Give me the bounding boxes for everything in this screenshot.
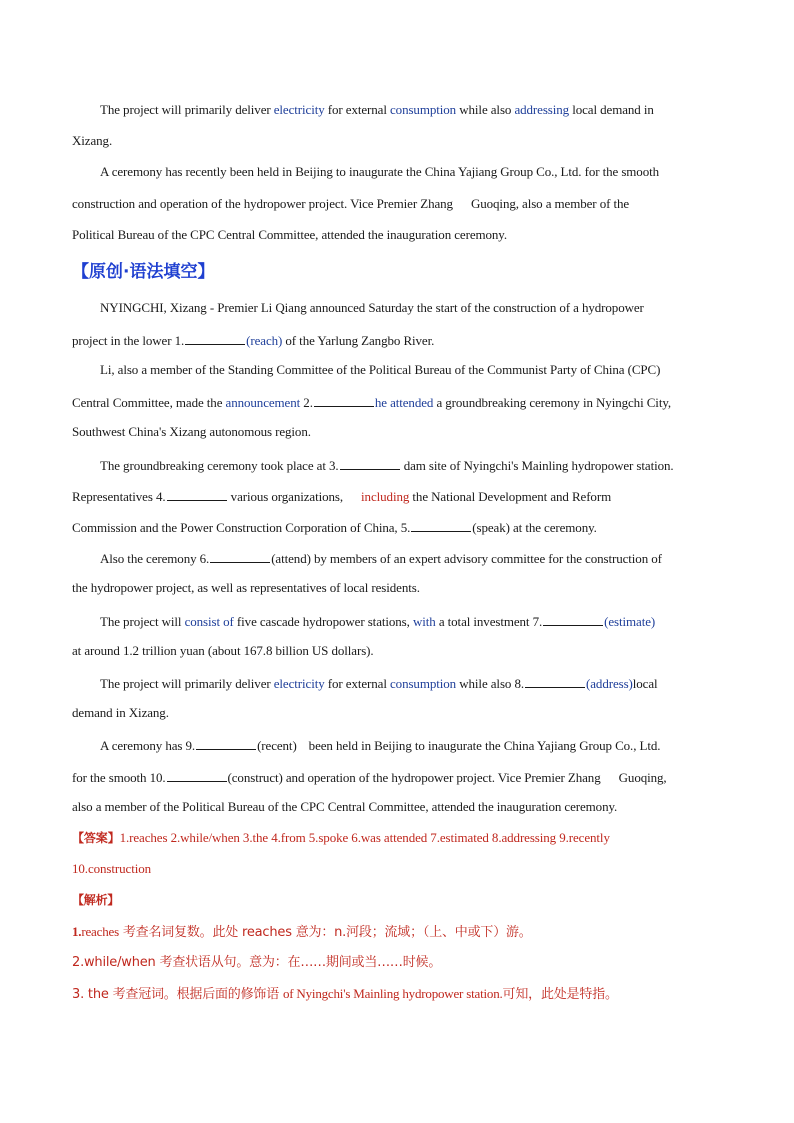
blank-8[interactable] (525, 674, 585, 688)
exercise-p3-line2 (72, 487, 611, 505)
answers-line1 (72, 830, 610, 846)
text: 2. (300, 395, 313, 410)
answers-label: 【答案】 (72, 831, 120, 845)
text: Guoqing, also a member of the (470, 196, 630, 211)
keyword-he-attended: he attended (374, 395, 434, 410)
intro-p1-line1 (100, 102, 654, 118)
exercise-p4-line1 (100, 549, 662, 567)
text: local (632, 676, 658, 691)
exercise-p2-line3: Southwest China's Xizang autonomous region. (72, 424, 311, 439)
blank-7[interactable] (543, 612, 603, 626)
keyword-with: with (412, 614, 436, 629)
blank-5[interactable] (411, 518, 471, 532)
exercise-p6-line1 (100, 674, 658, 692)
blank-1[interactable] (185, 331, 245, 345)
text: Representatives 4. (72, 489, 166, 504)
text: dam site of Nyingchi's Mainling hydropower station. (400, 458, 674, 473)
text: local demand in (569, 102, 654, 117)
text: A ceremony has 9. (100, 738, 196, 753)
exercise-p2-line1: Li, also a member of the Standing Committee of the Political Bureau of the Communist Party of China (CPC) (100, 362, 661, 377)
analysis-item-3 (72, 986, 618, 1003)
blank-4[interactable] (167, 487, 227, 501)
text: 考查名词复数。此处 reaches 意为：n.河段；流域；（上、中或下）游。 (118, 925, 532, 940)
text: project in the lower 1. (72, 333, 185, 348)
text: of the Yarlung Zangbo River. (282, 333, 435, 348)
keyword-addressing: addressing (514, 102, 570, 117)
intro-p2-line2 (72, 196, 629, 212)
keyword-electricity: electricity (273, 676, 325, 691)
text: The groundbreaking ceremony took place at 3. (100, 458, 339, 473)
text: (recent) (257, 738, 297, 753)
text: 1. (72, 924, 82, 939)
exercise-p7-line2 (72, 768, 667, 786)
text: a total investment 7. (435, 614, 543, 629)
text: a groundbreaking ceremony in Nyingchi City, (433, 395, 672, 410)
exercise-p2-line2 (72, 393, 671, 411)
text: of Nyingchi's Mainling hydropower station. (282, 986, 503, 1001)
exercise-p3-line1 (100, 456, 674, 474)
analysis-label: 【解析】 (72, 893, 120, 907)
text: for the smooth 10. (72, 770, 166, 785)
text: The project will primarily deliver (100, 102, 274, 117)
blank-9[interactable] (196, 736, 256, 750)
keyword-consumption: consumption (390, 102, 457, 117)
answers-list: 1.reaches 2.while/when 3.the 4.from 5.spoke 6.was attended 7.estimated 8.addressing 9.recently (119, 830, 610, 845)
text: (construct) and operation of the hydropower project. Vice Premier Zhang (227, 770, 601, 785)
blank-2[interactable] (314, 393, 374, 407)
analysis-item-1 (72, 924, 532, 941)
text: reaches (81, 924, 119, 939)
exercise-p3-line3 (72, 518, 597, 536)
intro-p2-line1: A ceremony has recently been held in Beijing to inaugurate the China Yajiang Group Co., Ltd. for the smooth (100, 164, 660, 179)
exercise-p6-line2: demand in Xizang. (72, 705, 169, 720)
text: been held in Beijing to inaugurate the China Yajiang Group Co., Ltd. (308, 738, 661, 753)
answers-line2: 10.construction (72, 861, 152, 876)
keyword-including: including (361, 489, 410, 504)
keyword-consumption: consumption (390, 676, 457, 691)
exercise-p7-line1 (100, 736, 660, 754)
analysis-item-2: 2.while/when 考查状语从句。意为：在……期间或当……时候。 (72, 955, 442, 970)
text: The project will primarily deliver (100, 676, 274, 691)
exercise-p5-line1 (100, 612, 655, 630)
text: the National Development and Reform (409, 489, 612, 504)
text: various organizations, (227, 489, 344, 504)
text: (attend) by members of an expert advisory committee for the construction of (271, 551, 662, 566)
keyword-electricity: electricity (273, 102, 325, 117)
text: for external (324, 676, 390, 691)
exercise-p5-line2: at around 1.2 trillion yuan (about 167.8 billion US dollars). (72, 643, 374, 658)
text: construction and operation of the hydropower project. Vice Premier Zhang (72, 196, 453, 211)
exercise-p7-line3: also a member of the Political Bureau of the CPC Central Committee, attended the inauguration ceremony. (72, 799, 618, 814)
intro-p1-line2: Xizang. (72, 133, 113, 148)
text: Guoqing, (618, 770, 667, 785)
keyword-announcement: announcement (225, 395, 301, 410)
text: while also (456, 102, 515, 117)
blank-10[interactable] (167, 768, 227, 782)
exercise-p4-line2: the hydropower project, as well as representatives of local residents. (72, 580, 420, 595)
text: for external (324, 102, 390, 117)
exercise-p1-line2 (72, 331, 434, 349)
text: five cascade hydropower stations, (233, 614, 413, 629)
blank-3[interactable] (340, 456, 400, 470)
blank-6[interactable] (210, 549, 270, 563)
text: 可知，此处是特指。 (502, 987, 618, 1002)
text: (speak) at the ceremony. (472, 520, 597, 535)
exercise-p1-line1: NYINGCHI, Xizang - Premier Li Qiang announced Saturday the start of the construction of a hydropower (100, 300, 644, 315)
keyword-consist-of: consist of (184, 614, 234, 629)
text: 3. the 考查冠词。根据后面的修饰语 (72, 987, 283, 1002)
hint-7: (estimate) (604, 614, 656, 629)
text: while also 8. (456, 676, 525, 691)
text: Also the ceremony 6. (100, 551, 210, 566)
section-heading: 【原创·语法填空】 (72, 262, 215, 282)
hint-8: (address) (586, 676, 633, 691)
text: Commission and the Power Construction Corporation of China, 5. (72, 520, 411, 535)
hint-1: (reach) (246, 333, 283, 348)
text: Central Committee, made the (72, 395, 226, 410)
text: The project will (100, 614, 185, 629)
intro-p2-line3: Political Bureau of the CPC Central Committee, attended the inauguration ceremony. (72, 227, 508, 242)
